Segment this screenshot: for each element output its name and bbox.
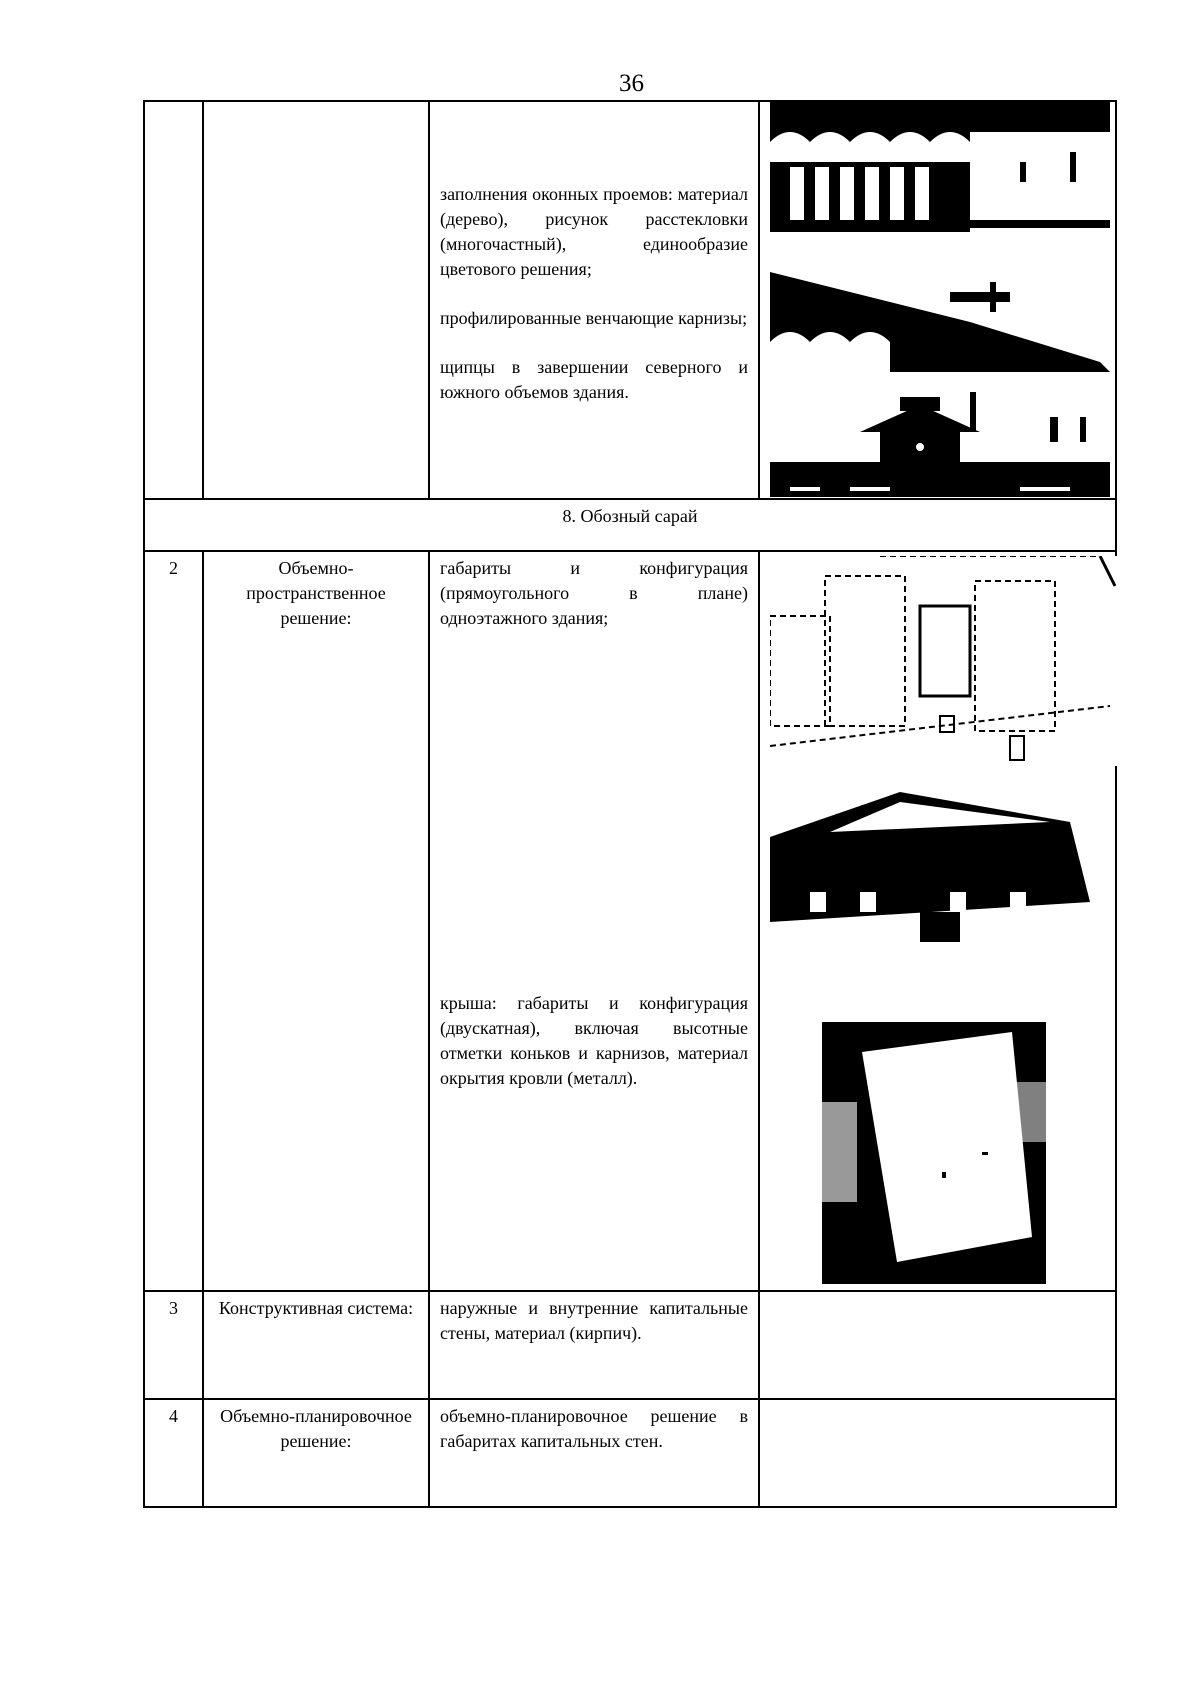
site-plan-image bbox=[770, 556, 1120, 766]
row-number: 2 bbox=[144, 551, 203, 1291]
window-frames-photo bbox=[770, 102, 1110, 242]
row-photo-cell bbox=[759, 101, 1116, 499]
feature-item: габариты и конфигурация (прямоугольного в плане) одноэтажного здания; bbox=[440, 558, 748, 628]
table-row bbox=[144, 1291, 1116, 1399]
row-number: 3 bbox=[144, 1291, 203, 1399]
table-row bbox=[144, 551, 1116, 1291]
page-number: 36 bbox=[619, 70, 644, 97]
roof-aerial-photo bbox=[822, 1022, 1046, 1284]
table-row bbox=[144, 1399, 1116, 1507]
row-name-cell bbox=[203, 101, 429, 499]
object-features-table bbox=[143, 100, 1117, 1508]
row-number-cell bbox=[144, 101, 203, 499]
row-name: Объемно-пространственное решение: bbox=[203, 551, 429, 1291]
row-description: наружные и внутренние капитальные стены, материал (кирпич). bbox=[429, 1291, 759, 1399]
table-row bbox=[144, 101, 1116, 499]
row-photo-cell bbox=[759, 1399, 1116, 1507]
row-photo-cell bbox=[759, 1291, 1116, 1399]
row-name: Объемно-планировочное решение: bbox=[203, 1399, 429, 1507]
gable-photo bbox=[770, 387, 1110, 497]
row-description: объемно-планировочное решение в габаритах капитальных стен. bbox=[429, 1399, 759, 1507]
section-title: 8. Обозный сарай bbox=[144, 499, 1116, 551]
table-row bbox=[144, 499, 1116, 551]
row-name: Конструктивная система: bbox=[203, 1291, 429, 1399]
feature-item: профилированные венчающие карнизы; bbox=[440, 308, 748, 328]
cornice-photo bbox=[770, 262, 1110, 372]
feature-item: щипцы в завершении северного и южного объемов здания. bbox=[440, 357, 748, 402]
row-photo-cell bbox=[759, 551, 1116, 1291]
row-description-cell bbox=[429, 551, 759, 1291]
row-number: 4 bbox=[144, 1399, 203, 1507]
row-description-cell bbox=[429, 101, 759, 499]
feature-item: заполнения оконных проемов: материал (дерево), рисунок расстекловки (многочастный), единообразие цветового решения; bbox=[440, 184, 748, 279]
feature-item: крыша: габариты и конфигурация (двускатная), включая высотные отметки коньков и карнизов, материал окрытия кровли (металл). bbox=[440, 993, 748, 1088]
barn-building-photo bbox=[770, 792, 1110, 942]
